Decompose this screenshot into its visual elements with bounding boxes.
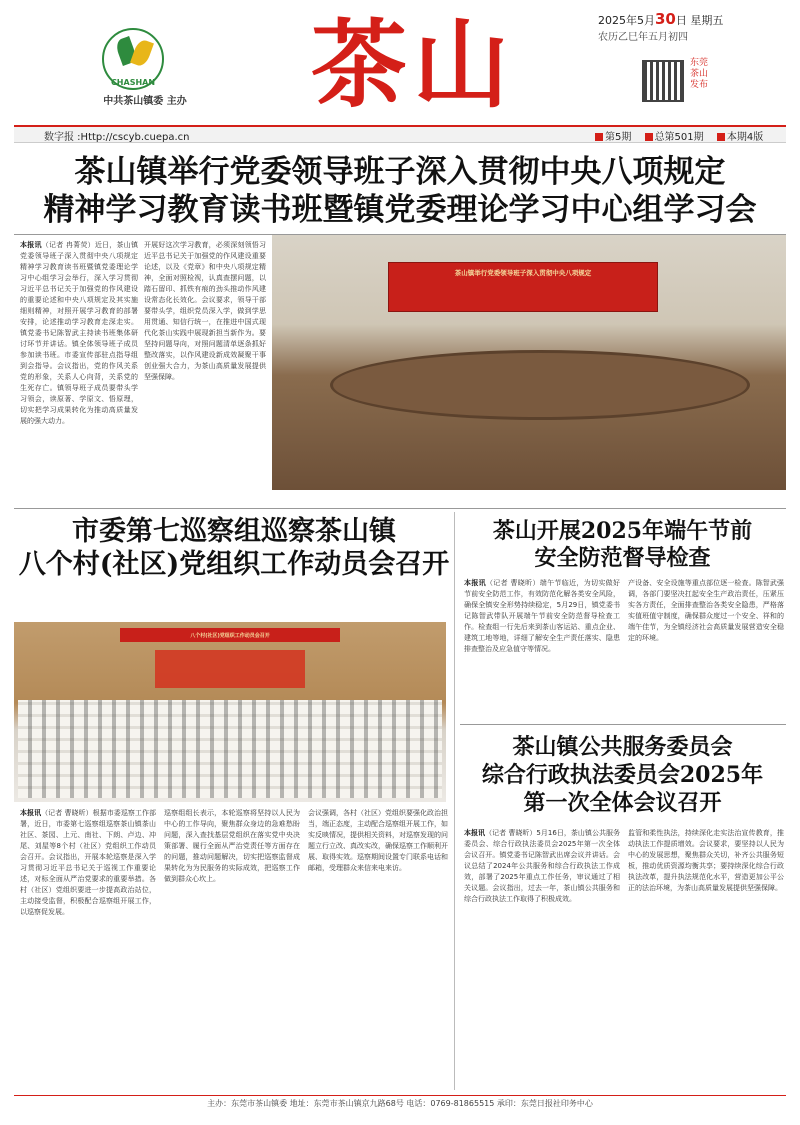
article4-body-col2: 监管和柔性执法，持续深化走实法治宣传教育，推动执法工作提质增效。会议要求，要坚持以人民为中心的发展思想，聚焦群众关切，补齐公共服务短板，推动优质资源均衡共享；要持续深化综合行政执法改革，提升执法规范化水平，营造更加公平公正的法治环境，为茶山高质量发展提供坚强保障。: [628, 829, 784, 892]
conference-table: [330, 350, 750, 420]
article4-body-col1: 本报讯（记者 曹晓昕）5月16日，茶山镇公共服务委员会、综合行政执法委员会2025年第一次全体会议召开。镇党委书记陈智武出席会议并讲话。会议总结了2024年公共服务和综合行政执法工作成效，部署了2025年重点工作任务，审议通过了相关议题。会议指出，过去一年，茶山镇公共服务和综合行政执法工作取得了积极成效。: [464, 829, 620, 903]
article1-headline[interactable]: 茶山镇举行党委领导班子深入贯彻中央八项规定 精神学习教育读书班暨镇党委理论学习中心组学习会: [43, 154, 757, 228]
column-divider: [454, 512, 455, 1090]
article4-headline[interactable]: 茶山镇公共服务委员会 综合行政执法委员会2025年 第一次全体会议召开: [481, 734, 764, 816]
newspaper-title: 茶山: [311, 8, 515, 121]
square-icon: [595, 133, 603, 141]
square-icon: [645, 133, 653, 141]
article3-body-col2: 产设备、安全设施等重点部位逐一检查。陈智武强调，各部门要坚决扛起安全生产政治责任，压紧压实各方责任，全面排查整治各类安全隐患，严格落实值班值守制度，确保群众度过一个安全、祥和的端午佳节，为全镇经济社会高质量发展营造安全稳定的环境。: [628, 579, 784, 642]
footer: 主办：东莞市茶山镇委 地址：东莞市茶山镇京九路68号 电话：0769-81865515 承印：东莞日报社印务中心: [14, 1095, 786, 1109]
article2-headline[interactable]: 市委第七巡察组巡察茶山镇 八个村(社区)党组织工作动员会召开: [18, 516, 450, 580]
audience-seats: [18, 700, 442, 798]
issue-date: 2025年5月30日 星期五: [598, 10, 724, 28]
lunar-date: 农历乙巳年五月初四: [598, 32, 688, 43]
qr-label: 东莞茶山发布: [690, 58, 709, 90]
leaf-icon-2: [130, 38, 154, 68]
article3-body-col1: 本报讯（记者 曹晓昕）端午节临近，为切实做好节前安全防范工作，有效防范化解各类安全风险，确保全镇安全形势持续稳定，5月29日，镇党委书记陈智武带队开展端午节前安全防范督导检查工作。检查组一行先后来到茶山客运站、重点企业、建筑工地等地，详细了解安全生产责任落实、隐患排查整治及应急值守等情况。: [464, 579, 620, 653]
stage: [155, 650, 305, 688]
square-icon: [717, 133, 725, 141]
issue-info: 第5期 总第501期 本期4版: [585, 128, 763, 143]
article3-headline[interactable]: 茶山开展2025年端午节前 安全防范督导检查: [492, 518, 753, 571]
meeting-banner: 茶山镇举行党委领导班子深入贯彻中央八项规定: [388, 262, 658, 312]
article2-body-col3: 会议强调，各村（社区）党组织要强化政治担当，端正态度，主动配合巡察组开展工作，如实反映情况，提供相关资料，对巡察发现的问题立行立改、真改实改，确保巡察工作顺利开展、取得实效。巡察期间设置专门联系电话和邮箱，受理群众来信来电来访。: [308, 809, 448, 872]
article1-body-col2: 开展好这次学习教育，必须深刻领悟习近平总书记关于加强党的作风建设重要论述，以及《党章》和中央八项规定精神，全面对照检视，认真查摆问题，以踏石留印、抓铁有痕的劲头推动作风建设常态化长效化。会议要求，领导干部要带头学，组织党员深入学，做到学思用贯通、知信行统一，在推进中国式现代化茶山实践中展现新担当新作为。要坚持问题导向，对照问题清单逐条抓好整改落实，以作风建设新成效凝聚干事创业强大合力，为茶山高质量发展提供坚强保障。: [144, 241, 266, 381]
publisher-org: 中共茶山镇委 主办: [103, 96, 187, 107]
article2-body-col2: 巡察组组长表示，本轮巡察将坚持以人民为中心的工作导向，聚焦群众身边的急难愁盼问题，深入查找基层党组织在落实党中央决策部署、履行全面从严治党责任等方面存在的问题，推动问题解决，切实把巡察监督成果转化为为民服务的实际成效，把巡察工作做到群众心坎上。: [164, 809, 300, 883]
logo-text: CHASHAN: [110, 78, 156, 87]
divider: [14, 508, 786, 509]
article2-body-col1: 本报讯（记者 曹晓昕）根据市委巡察工作部署，近日，市委第七巡察组巡察茶山镇茶山社区、茶园、上元、南社、下朗、卢边、冲尾、刘屋等8个村（社区）党组织工作动员会召开。会议指出，开展本轮巡察是深入学习贯彻习近平总书记关于巡视工作重要论述，对标全面从严治党要求的重要举措。各村（社区）党组织要进一步提高政治站位，主动接受监督，积极配合巡察组开展工作，以巡察促发展。: [20, 809, 156, 916]
digital-edition-link[interactable]: 数字报 :Http://cscyb.cuepa.cn: [44, 132, 190, 143]
qr-code-icon[interactable]: [642, 60, 684, 102]
divider: [460, 724, 786, 725]
meeting-banner-2: 八个村(社区)党组织工作动员会召开: [120, 628, 340, 642]
article1-body-col1: 本报讯（记者 冉菁荧）近日，茶山镇党委领导班子深入贯彻中央八项规定精神学习教育读书班暨镇党委理论学习中心组学习会举行，深入学习贯彻习近平总书记关于加强党的作风建设的重要论述和中央八项规定及其实施细则精神，对照开展学习教育的部署安排，论述推动学习教育走深走实。镇党委书记陈智武主持读书班集体研讨环节并讲话。镇全体领导班子成员参加读书班。市委宣传部驻点指导组到会指导。会议指出，党的作风关系党的形象，关系人心向背，关系党的生死存亡。镇领导班子成员要带头学习领会，读原著、学原文、悟原理，切实把学习成果转化为推动高质量发展的强大动力。: [20, 241, 138, 425]
